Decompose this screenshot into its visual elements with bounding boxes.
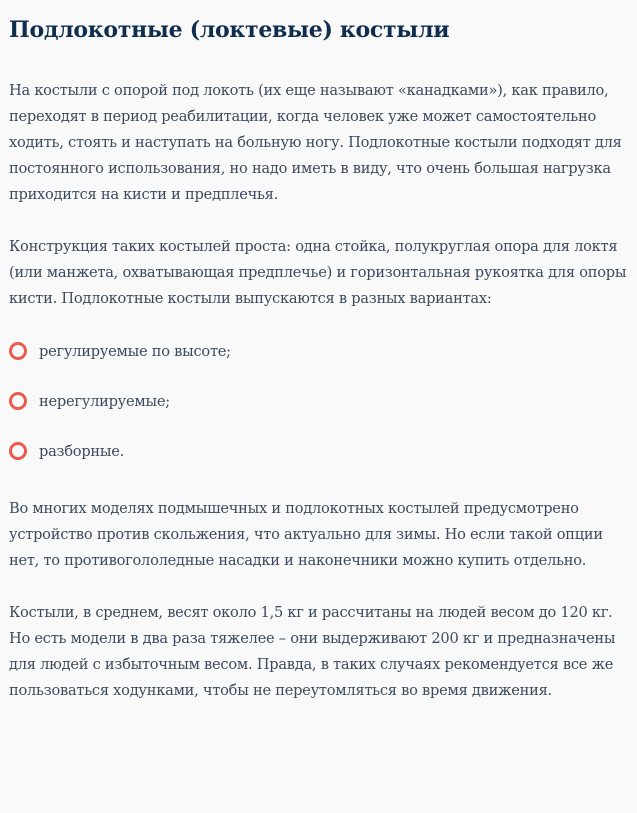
list-item: нерегулируемые; bbox=[9, 388, 628, 414]
list-item: регулируемые по высоте; bbox=[9, 338, 628, 364]
circle-bullet-icon bbox=[9, 342, 27, 360]
list-item: разборные. bbox=[9, 438, 628, 464]
circle-bullet-icon bbox=[9, 442, 27, 460]
paragraph-anti-slip: Во многих моделях подмышечных и подлокотных костылей предусмотрено устройство против скольжения, что актуально для зимы. Но если такой опции нет, то противогололедные насадки и наконечники можно купить отдельно. bbox=[9, 500, 603, 569]
article-title: Подлокотные (локтевые) костыли bbox=[9, 17, 450, 43]
paragraph-weight: Костыли, в среднем, весят около 1,5 кг и рассчитаны на людей весом до 120 кг. Но есть модели в два раза тяжелее – они выдерживают 200 кг и предназначены для людей с избыточным весом. Правда, в таких случаях рекомендуется все же пользоваться ходунками, чтобы не переутомляться во время движения. bbox=[9, 604, 616, 699]
paragraph-construction: Конструкция таких костылей проста: одна стойка, полукруглая опора для локтя (или манжета, охватывающая предплечье) и горизонтальная рукоятка для опоры кисти. Подлокотные костыли выпускаются в разных вариантах: bbox=[9, 238, 627, 307]
circle-bullet-icon bbox=[9, 392, 27, 410]
variants-list bbox=[9, 338, 628, 464]
paragraph-intro: На костыли с опорой под локоть (их еще называют «канадками»), как правило, переходят в период реабилитации, когда человек уже может самостоятельно ходить, стоять и наступать на больную ногу. Подлокотные костыли подходят для постоянного использования, но надо иметь в виду, что очень большая нагрузка приходится на кисти и предплечья. bbox=[9, 82, 622, 203]
